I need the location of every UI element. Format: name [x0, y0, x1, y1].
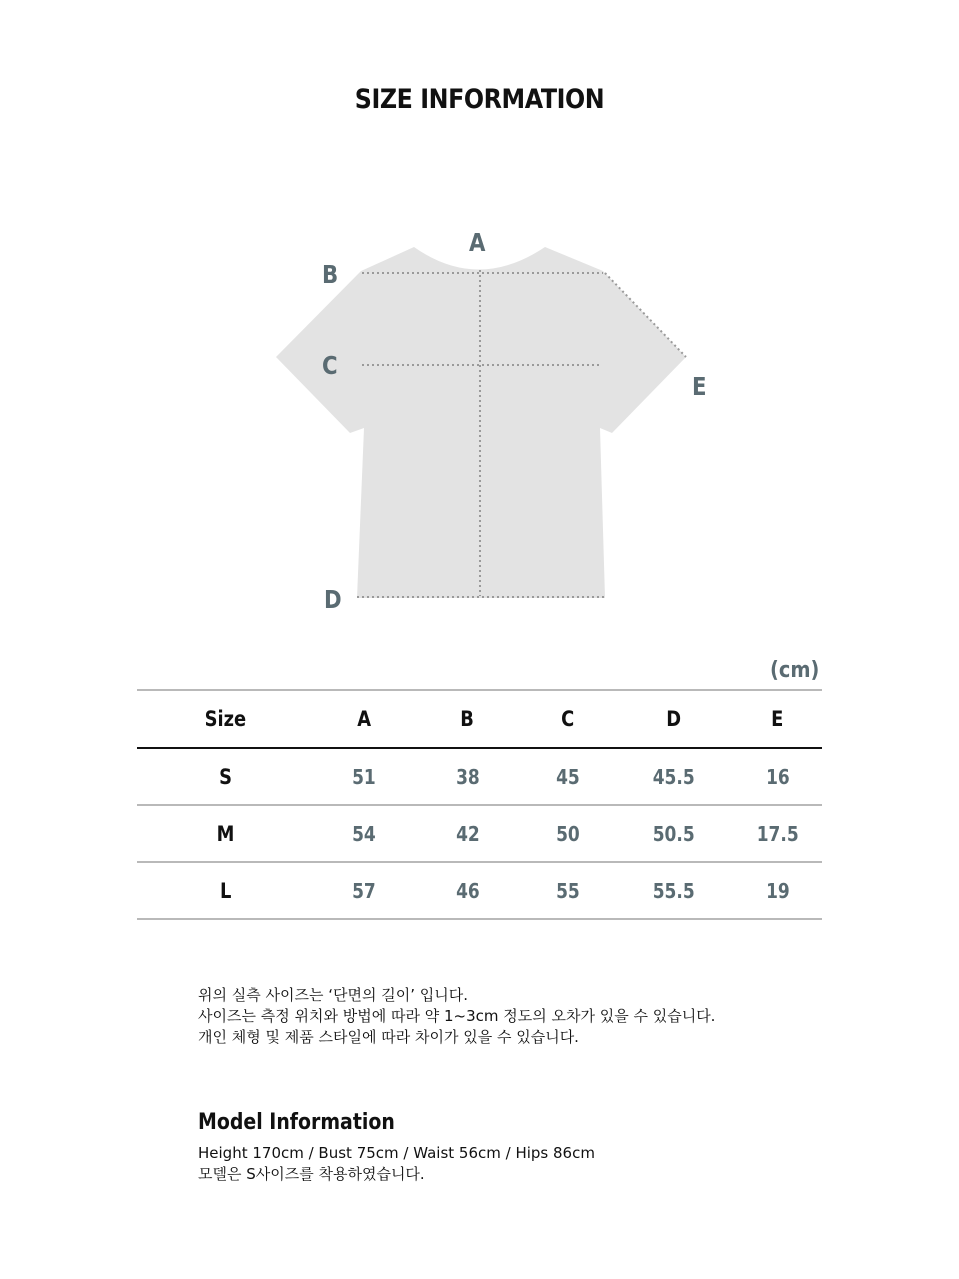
- value-cell: 17.5: [756, 821, 799, 846]
- value-cell: 50: [556, 821, 580, 846]
- header-c: C: [561, 707, 575, 731]
- header-size: Size: [204, 707, 247, 731]
- size-name-cell: M: [216, 821, 235, 846]
- table-row: [137, 748, 822, 805]
- value-cell: 57: [352, 878, 376, 903]
- model-info-details: [198, 1143, 595, 1185]
- value-cell: 16: [765, 764, 790, 789]
- value-cell: 38: [455, 764, 480, 789]
- header-e: E: [771, 707, 784, 731]
- label-c: C: [322, 351, 338, 380]
- header-d: D: [666, 707, 682, 731]
- page-title: SIZE INFORMATION: [354, 84, 605, 115]
- size-name-cell: S: [219, 764, 232, 789]
- model-measurements: Height 170cm / Bust 75cm / Waist 56cm / Hips 86cm: [198, 1144, 595, 1162]
- size-name-cell: L: [219, 878, 232, 903]
- model-size-note: 모델은 S사이즈를 착용하였습니다.: [198, 1165, 425, 1183]
- note-line: 개인 체형 및 제품 스타일에 따라 차이가 있을 수 있습니다.: [198, 1028, 579, 1046]
- model-info-title: Model Information: [198, 1110, 395, 1135]
- table-row: [137, 805, 822, 862]
- label-d: D: [324, 585, 342, 614]
- value-cell: 50.5: [653, 821, 695, 846]
- label-e: E: [692, 372, 707, 401]
- value-cell: 45.5: [653, 764, 695, 789]
- header-b: B: [460, 707, 475, 731]
- value-cell: 42: [455, 821, 480, 846]
- label-a: A: [469, 228, 486, 257]
- value-cell: 55.5: [653, 878, 695, 903]
- size-table: [137, 689, 822, 920]
- value-cell: 45: [556, 764, 580, 789]
- measurement-notes: [198, 985, 715, 1048]
- value-cell: 19: [765, 878, 790, 903]
- table-row: [137, 862, 822, 919]
- note-line: 위의 실측 사이즈는 ‘단면의 길이’ 입니다.: [198, 986, 468, 1004]
- value-cell: 54: [352, 821, 376, 846]
- value-cell: 46: [455, 878, 480, 903]
- label-b: B: [322, 260, 339, 289]
- value-cell: 51: [352, 764, 376, 789]
- value-cell: 55: [556, 878, 580, 903]
- unit-label: (cm): [770, 658, 820, 683]
- table-header-row: [137, 690, 822, 748]
- note-line: 사이즈는 측정 위치와 방법에 따라 약 1~3cm 정도의 오차가 있을 수 있습니다.: [198, 1007, 716, 1025]
- header-a: A: [357, 707, 371, 731]
